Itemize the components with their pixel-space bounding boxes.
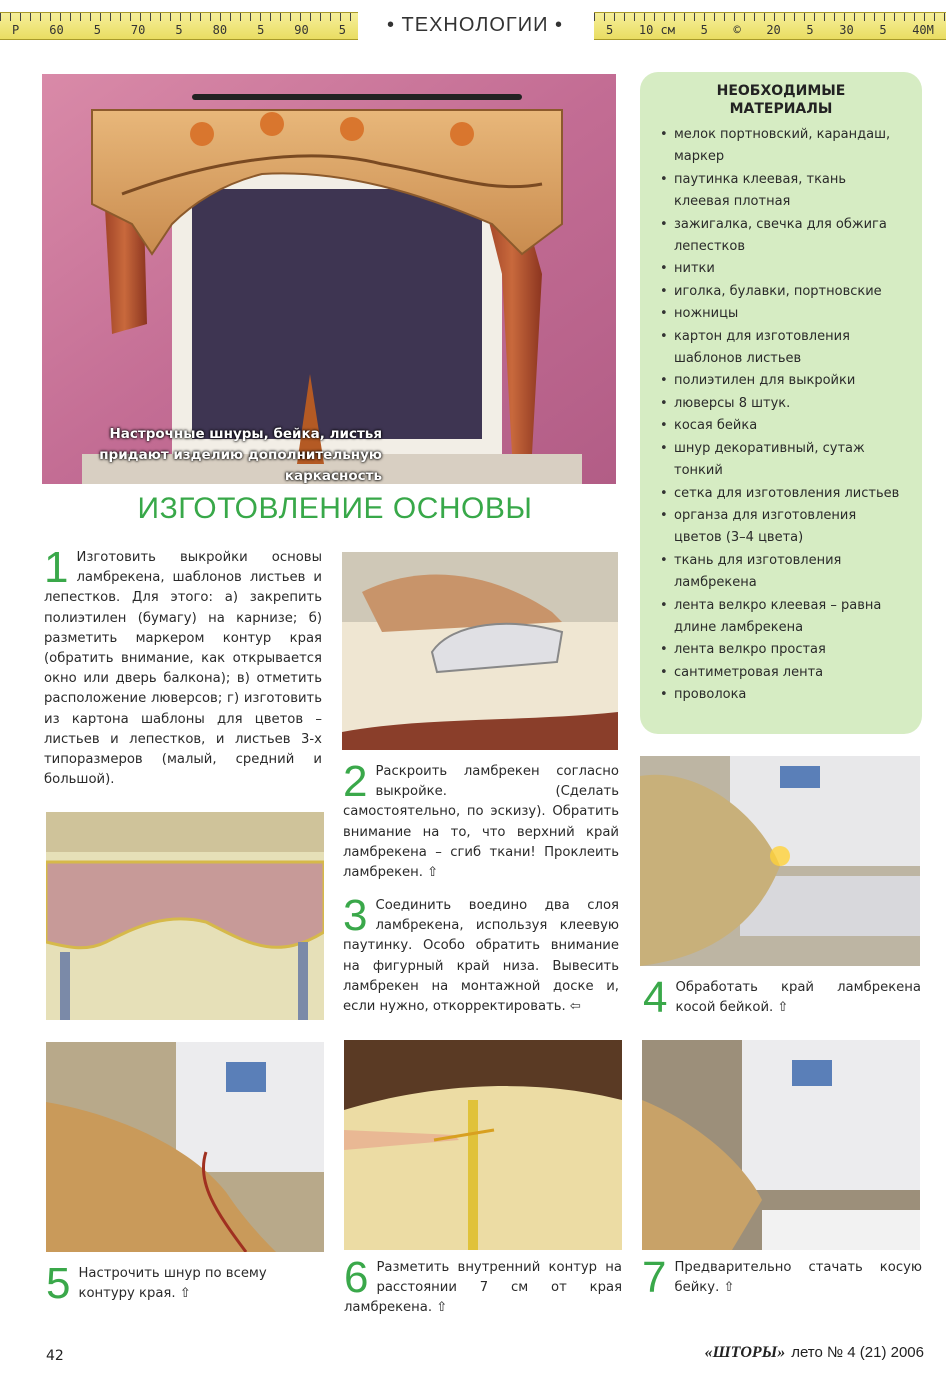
binding-edge-photo bbox=[640, 756, 920, 966]
materials-item: • картон для изготовления шаблонов листьев bbox=[660, 326, 904, 371]
step-text: Настрочить шнур по всему контуру края. ⇧ bbox=[78, 1266, 267, 1302]
marking-photo bbox=[344, 1040, 622, 1250]
ruler-strip-left bbox=[0, 12, 358, 40]
step-6 bbox=[344, 1253, 622, 1319]
valance-board-photo bbox=[46, 812, 324, 1020]
step-text: Соединить воедино два слоя ламбрекена, используя клеевую паутинку. Особо обратить внимание на фигурный край низа. Вывесить ламбрекен на монтажной доске и, если нужно, откорректировать. ⇦ bbox=[343, 898, 619, 1015]
materials-item: • сетка для изготовления листьев bbox=[660, 483, 904, 505]
magazine-logo: «ШТОРЫ» bbox=[704, 1344, 786, 1361]
step-1 bbox=[44, 543, 322, 790]
section-heading: ИЗГОТОВЛЕНИЕ ОСНОВЫ bbox=[137, 492, 533, 525]
materials-item: • лента велкро простая bbox=[660, 639, 904, 661]
materials-box bbox=[640, 72, 922, 734]
step-number: 1 bbox=[44, 543, 69, 592]
materials-item: • нитки bbox=[660, 258, 904, 280]
hero-window-photo bbox=[42, 74, 616, 484]
step-3 bbox=[343, 891, 619, 1017]
materials-item: • шнур декоративный, сутаж тонкий bbox=[660, 438, 904, 483]
step-number: 6 bbox=[344, 1253, 369, 1302]
ruler-left-marks: P 60 5 70 5 80 5 90 5 bbox=[12, 23, 346, 37]
hero-caption: Настрочные шнуры, бейка, листья придают изделию дополнительную каркасность bbox=[99, 426, 382, 484]
materials-item: • паутинка клеевая, ткань клеевая плотная bbox=[660, 169, 904, 214]
step-text: Раскроить ламбрекен согласно выкройке. (Сделать самостоятельно, по эскизу). Обратить внимание на то, что верхний край ламбрекена – сгиб ткани! Проклеить ламбрекен. ⇧ bbox=[343, 764, 619, 881]
step-text: Предварительно стачать косую бейку. ⇧ bbox=[674, 1260, 922, 1296]
materials-title: НЕОБХОДИМЫЕ МАТЕРИАЛЫ bbox=[716, 83, 846, 117]
materials-item: • полиэтилен для выкройки bbox=[660, 370, 904, 392]
step-number: 3 bbox=[343, 891, 368, 940]
materials-item: • иголка, булавки, портновские bbox=[660, 281, 904, 303]
binding-stitch-illustration bbox=[642, 1040, 920, 1250]
cord-stitching-illustration bbox=[46, 1042, 324, 1252]
materials-item: • ткань для изготовления ламбрекена bbox=[660, 550, 904, 595]
valance-board-illustration bbox=[46, 812, 324, 1020]
step-number: 4 bbox=[643, 973, 668, 1022]
step-5 bbox=[46, 1259, 324, 1308]
window-valance-illustration bbox=[42, 74, 616, 484]
materials-item: • мелок портновский, карандаш, маркер bbox=[660, 124, 904, 169]
materials-item: • ножницы bbox=[660, 303, 904, 325]
ironing-photo bbox=[342, 552, 618, 750]
step-4 bbox=[643, 973, 921, 1022]
materials-list bbox=[640, 124, 922, 707]
step-2 bbox=[343, 757, 619, 883]
ruler-right-marks: 5 10 см 5 © 20 5 30 5 40М bbox=[606, 23, 934, 37]
materials-item: • органза для изготовления цветов (3–4 цвета) bbox=[660, 505, 904, 550]
ironing-illustration bbox=[342, 552, 618, 750]
ruler-strip-right bbox=[594, 12, 946, 40]
marking-illustration bbox=[344, 1040, 622, 1250]
step-number: 7 bbox=[642, 1253, 667, 1302]
cord-stitching-photo bbox=[46, 1042, 324, 1252]
step-text: Обработать край ламбрекена косой бейкой. ⇧ bbox=[675, 980, 921, 1016]
magazine-footer bbox=[705, 1344, 924, 1362]
section-label: • ТЕХНОЛОГИИ • bbox=[386, 14, 564, 36]
materials-item: • сантиметровая лента bbox=[660, 662, 904, 684]
materials-item: • косая бейка bbox=[660, 415, 904, 437]
step-number: 2 bbox=[343, 757, 368, 806]
issue-info: лето № 4 (21) 2006 bbox=[791, 1344, 924, 1361]
binding-stitch-photo bbox=[642, 1040, 920, 1250]
step-text: Разметить внутренний контур на расстоянии 7 см от края ламбрекена. ⇧ bbox=[344, 1260, 622, 1316]
materials-item: • проволока bbox=[660, 684, 904, 706]
step-7 bbox=[642, 1253, 922, 1302]
materials-item: • зажигалка, свечка для обжига лепестков bbox=[660, 214, 904, 259]
step-number: 5 bbox=[46, 1259, 71, 1308]
materials-item: • люверсы 8 штук. bbox=[660, 393, 904, 415]
materials-item: • лента велкро клеевая – равна длине ламбрекена bbox=[660, 595, 904, 640]
sewing-machine-illustration bbox=[640, 756, 920, 966]
step-text: Изготовить выкройки основы ламбрекена, шаблонов листьев и лепестков. Для этого: а) закрепить полиэтилен (бумагу) на карнизе; б) разметить маркером контур края (обратить внимание, как открывается окно или дверь балкона); в) отметить расположение люверсов; г) изготовить из картона шаблоны для цветов – листьев и лепестков, и листьев 3-х типоразмеров (малый, средний и большой). bbox=[44, 550, 322, 788]
page-number: 42 bbox=[46, 1348, 64, 1364]
